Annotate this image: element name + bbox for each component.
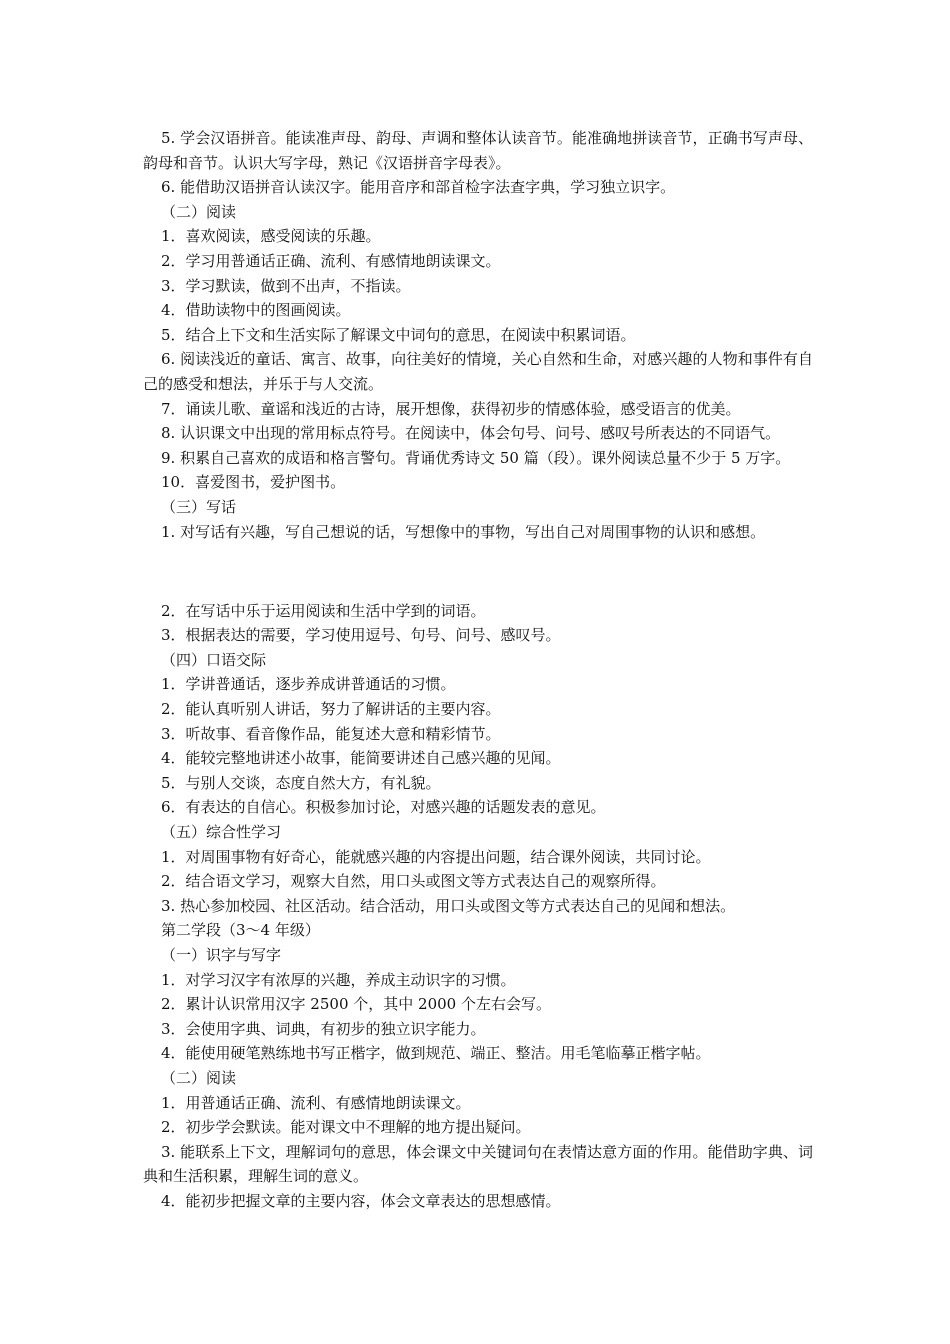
paragraph: 2．初步学会默读。能对课文中不理解的地方提出疑问。	[161, 1118, 531, 1137]
paragraph: 1．学讲普通话，逐步养成讲普通话的习惯。	[161, 675, 456, 694]
paragraph: 5．结合上下文和生活实际了解课文中词句的意思，在阅读中积累词语。	[161, 325, 636, 344]
paragraph: 2．能认真听别人讲话，努力了解讲话的主要内容。	[161, 700, 501, 719]
paragraph: 5．与别人交谈，态度自然大方，有礼貌。	[161, 773, 441, 792]
paragraph: 1．对学习汉字有浓厚的兴趣，养成主动识字的习惯。	[161, 970, 516, 989]
paragraph: 1．喜欢阅读，感受阅读的乐趣。	[161, 227, 381, 246]
paragraph: 1．用普通话正确、流利、有感情地朗读课文。	[161, 1093, 471, 1112]
section-heading: （五）综合性学习	[161, 823, 282, 842]
paragraph: 3．听故事、看音像作品，能复述大意和精彩情节。	[161, 724, 501, 743]
document-body	[143, 126, 813, 1214]
paragraph: 3. 能联系上下文，理解词句的意思，体会课文中关键词句在表情达意方面的作用。能借助字典、词典和生活积累，理解生词的意义。	[143, 1142, 813, 1186]
paragraph: 4．能较完整地讲述小故事，能简要讲述自己感兴趣的见闻。	[161, 749, 561, 768]
section-heading: （二）阅读	[161, 202, 237, 221]
paragraph: 3．根据表达的需要，学习使用逗号、句号、问号、感叹号。	[161, 626, 561, 645]
paragraph: 9. 积累自己喜欢的成语和格言警句。背诵优秀诗文 50 篇（段）。课外阅读总量不少于 5 万字。	[161, 448, 791, 467]
paragraph: 10．喜爱图书，爱护图书。	[161, 473, 346, 492]
blank-line	[143, 559, 813, 584]
paragraph: 8. 认识课文中出现的常用标点符号。在阅读中，体会句号、问号、感叹号所表达的不同语气。	[161, 424, 781, 443]
paragraph: 1．对周围事物有好奇心，能就感兴趣的内容提出问题，结合课外阅读，共同讨论。	[161, 847, 711, 866]
section-heading: （四）口语交际	[161, 650, 267, 669]
paragraph: 3. 热心参加校园、社区活动。结合活动，用口头或图文等方式表达自己的见闻和想法。	[161, 896, 736, 915]
paragraph: 2．结合语文学习，观察大自然，用口头或图文等方式表达自己的观察所得。	[161, 872, 666, 891]
paragraph: 4．能初步把握文章的主要内容，体会文章表达的思想感情。	[161, 1191, 561, 1210]
paragraph: 6．有表达的自信心。积极参加讨论，对感兴趣的话题发表的意见。	[161, 798, 606, 817]
section-heading: （三）写话	[161, 497, 237, 516]
paragraph: 1. 对写话有兴趣，写自己想说的话，写想像中的事物，写出自己对周围事物的认识和感想。	[161, 522, 766, 541]
paragraph: 6. 阅读浅近的童话、寓言、故事，向往美好的情境，关心自然和生命，对感兴趣的人物和事件有自己的感受和想法，并乐于与人交流。	[143, 350, 813, 393]
paragraph: 2．在写话中乐于运用阅读和生活中学到的词语。	[161, 601, 486, 620]
paragraph: 7．诵读儿歌、童谣和浅近的古诗，展开想像，获得初步的情感体验，感受语言的优美。	[161, 399, 741, 418]
paragraph: 3．学习默读，做到不出声，不指读。	[161, 276, 411, 295]
paragraph: 4．能使用硬笔熟练地书写正楷字，做到规范、端正、整洁。用毛笔临摹正楷字帖。	[161, 1044, 711, 1063]
section-heading: （一）识字与写字	[161, 946, 282, 964]
paragraph: 6. 能借助汉语拼音认读汉字。能用音序和部首检字法查字典，学习独立识字。	[161, 178, 676, 197]
paragraph: 4．借助读物中的图画阅读。	[161, 301, 351, 320]
section-heading: 第二学段（3～4 年级）	[161, 921, 320, 940]
paragraph: 5. 学会汉语拼音。能读准声母、韵母、声调和整体认读音节。能准确地拼读音节，正确书写声母、韵母和音节。认识大写字母，熟记《汉语拼音字母表》。	[143, 129, 813, 172]
paragraph: 3．会使用字典、词典，有初步的独立识字能力。	[161, 1019, 486, 1038]
section-heading: （二）阅读	[161, 1068, 237, 1087]
paragraph: 2．累计认识常用汉字 2500 个，其中 2000 个左右会写。	[161, 995, 551, 1014]
paragraph: 2．学习用普通话正确、流利、有感情地朗读课文。	[161, 251, 501, 270]
